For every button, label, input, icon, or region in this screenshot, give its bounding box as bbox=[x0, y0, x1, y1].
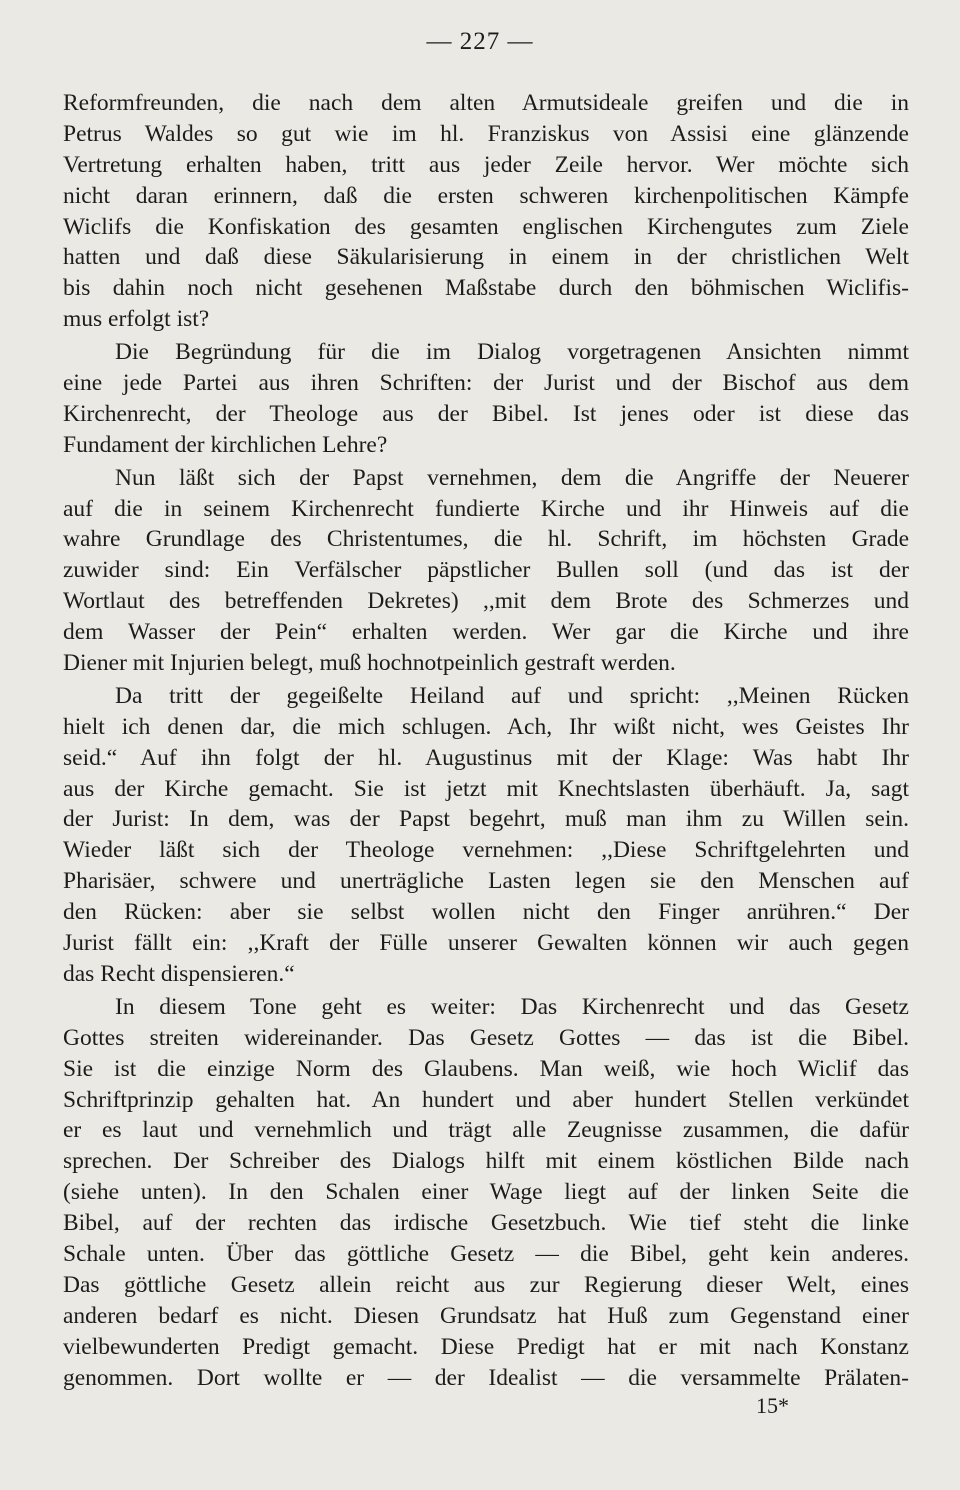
paragraph bbox=[63, 337, 909, 461]
text-line: er es laut und vernehmlich und trägt alle Zeugnisse zusammen, die dafür bbox=[63, 1117, 909, 1144]
text-line: Fundament der kirchlichen Lehre? bbox=[63, 431, 388, 458]
text-line: Das göttliche Gesetz allein reicht aus zur Regierung dieser Welt, eines bbox=[63, 1271, 909, 1298]
text-line: hielt ich denen dar, die mich schlugen. Ach, Ihr wißt nicht, wes Geistes Ihr bbox=[63, 713, 909, 740]
text-line: dem Wasser der Pein“ erhalten werden. Wer gar die Kirche und ihre bbox=[63, 619, 909, 646]
text-line: Reformfreunden, die nach dem alten Armutsideale greifen und die in bbox=[63, 90, 909, 116]
text-line: Wiclifs die Konfiskation des gesamten englischen Kirchengutes zum Ziele bbox=[63, 213, 909, 240]
paragraph bbox=[63, 992, 909, 1394]
text-line: zuwider sind: Ein Verfälscher päpstlicher Bullen soll (und das ist der bbox=[63, 557, 909, 584]
text-line: der Jurist: In dem, was der Papst begehrt, muß man ihm zu Willen sein. bbox=[63, 806, 909, 833]
paragraph bbox=[63, 88, 909, 335]
text-line: Schriftprinzip gehalten hat. An hundert und aber hundert Stellen verkündet bbox=[63, 1086, 909, 1113]
text-line: genommen. Dort wollte er — der Idealist — die versammelte Prälaten- bbox=[63, 1364, 909, 1391]
text-line: sprechen. Der Schreiber des Dialogs hilft mit einem köstlichen Bilde nach bbox=[63, 1148, 909, 1175]
text-line: Die Begründung für die im Dialog vorgetragenen Ansichten nimmt bbox=[115, 339, 909, 366]
text-line: Wortlaut des betreffenden Dekretes) ,,mit dem Brote des Schmerzes und bbox=[63, 588, 909, 615]
text-line: Gottes streiten widereinander. Das Gesetz Gottes — das ist die Bibel. bbox=[63, 1024, 909, 1051]
text-line: auf die in seinem Kirchenrecht fundierte Kirche und ihr Hinweis auf die bbox=[63, 495, 909, 522]
page-number: — 227 — bbox=[426, 28, 534, 55]
text-line: Da tritt der gegeißelte Heiland auf und spricht: ,,Meinen Rücken bbox=[115, 682, 909, 709]
text-line: Jurist fällt ein: ,,Kraft der Fülle unserer Gewalten können wir auch gegen bbox=[63, 930, 909, 957]
text-line: seid.“ Auf ihn folgt der hl. Augustinus mit der Klage: Was habt Ihr bbox=[63, 744, 909, 771]
text-line: Vertretung erhalten haben, tritt aus jeder Zeile hervor. Wer möchte sich bbox=[63, 151, 909, 178]
text-line: anderen bedarf es nicht. Diesen Grundsatz hat Huß zum Gegenstand einer bbox=[63, 1302, 909, 1329]
paragraph bbox=[63, 463, 909, 679]
text-line: bis dahin noch nicht gesehenen Maßstabe durch den böhmischen Wiclifis- bbox=[63, 275, 909, 302]
text-line: Bibel, auf der rechten das irdische Gesetzbuch. Wie tief steht die linke bbox=[63, 1210, 909, 1237]
text-line: den Rücken: aber sie selbst wollen nicht den Finger anrühren.“ Der bbox=[63, 899, 909, 926]
text-line: hatten und daß diese Säkularisierung in einem in der christlichen Welt bbox=[63, 244, 909, 271]
text-line: das Recht dispensieren.“ bbox=[63, 960, 295, 987]
text-line: Kirchenrecht, der Theologe aus der Bibel. Ist jenes oder ist diese das bbox=[63, 400, 909, 427]
signature-mark: 15* bbox=[756, 1393, 789, 1418]
body-text bbox=[63, 88, 909, 1393]
text-line: Diener mit Injurien belegt, muß hochnotpeinlich gestraft werden. bbox=[63, 650, 676, 677]
text-line: nicht daran erinnern, daß die ersten schweren kirchenpolitischen Kämpfe bbox=[63, 182, 909, 209]
text-line: Sie ist die einzige Norm des Glaubens. Man weiß, wie hoch Wiclif das bbox=[63, 1055, 909, 1082]
text-line: aus der Kirche gemacht. Sie ist jetzt mit Knechtslasten überhäuft. Ja, sagt bbox=[63, 775, 909, 802]
paragraph bbox=[63, 681, 909, 990]
text-line: mus erfolgt ist? bbox=[63, 306, 210, 333]
text-line: Pharisäer, schwere und unerträgliche Lasten legen sie den Menschen auf bbox=[63, 868, 909, 895]
text-line: eine jede Partei aus ihren Schriften: der Jurist und der Bischof aus dem bbox=[63, 370, 909, 397]
text-line: wahre Grundlage des Christentumes, die hl. Schrift, im höchsten Grade bbox=[63, 526, 909, 553]
text-line: Wieder läßt sich der Theologe vernehmen: ,,Diese Schriftgelehrten und bbox=[63, 837, 909, 864]
text-line: Schale unten. Über das göttliche Gesetz — die Bibel, geht kein anderes. bbox=[63, 1240, 909, 1267]
text-line: (siehe unten). In den Schalen einer Wage liegt auf der linken Seite die bbox=[63, 1179, 909, 1206]
text-line: Nun läßt sich der Papst vernehmen, dem die Angriffe der Neuerer bbox=[115, 464, 909, 491]
text-line: vielbewunderten Predigt gemacht. Diese Predigt hat er mit nach Konstanz bbox=[63, 1333, 909, 1360]
text-line: In diesem Tone geht es weiter: Das Kirchenrecht und das Gesetz bbox=[115, 993, 909, 1020]
text-line: Petrus Waldes so gut wie im hl. Franziskus von Assisi eine glänzende bbox=[63, 120, 909, 147]
